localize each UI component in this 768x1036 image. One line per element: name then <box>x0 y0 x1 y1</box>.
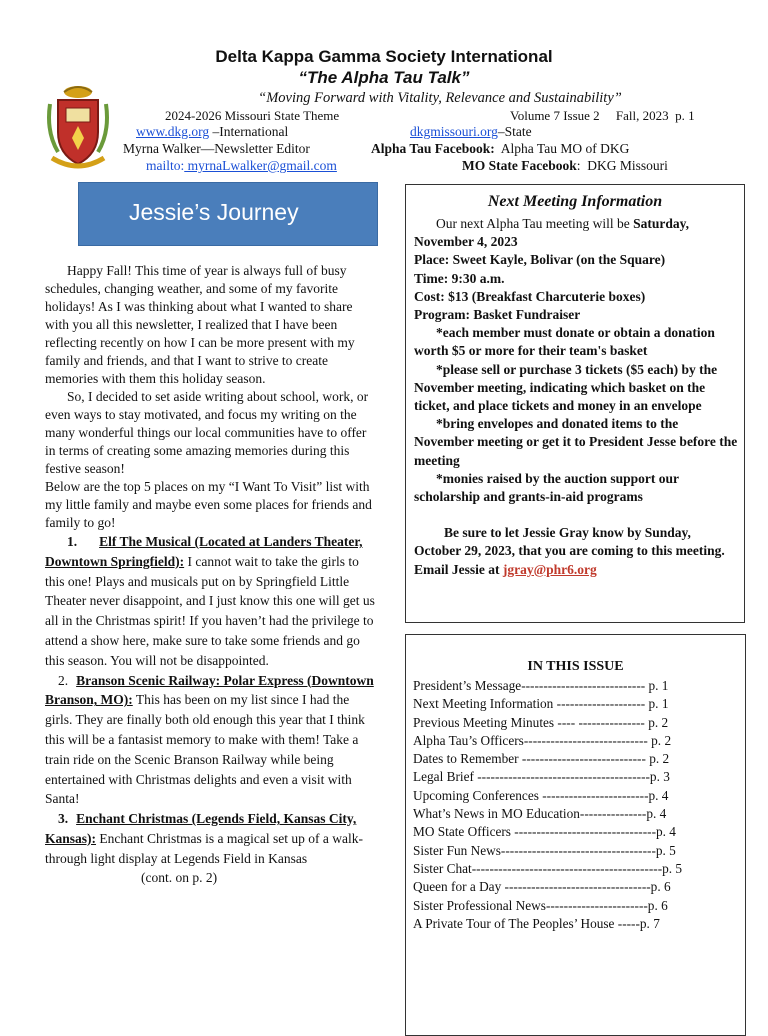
in-this-issue-box <box>405 634 746 1036</box>
article-title: Jessie’s Journey <box>129 199 299 225</box>
article-paragraph: So, I decided to set aside writing about school, work, or even ways to stay motivated, and focus my writing on the many wonderful things our local communities have to offer in terms of creating some amazing memories during this festive season! <box>45 389 369 476</box>
meeting-time: Time: 9:30 a.m. <box>414 270 505 286</box>
table-of-contents <box>413 677 738 933</box>
toc-item[interactable]: A Private Tour of The Peoples’ House -----p. 7 <box>413 915 660 931</box>
list-item <box>45 671 375 810</box>
toc-item[interactable]: MO State Officers --------------------------------p. 4 <box>413 824 676 840</box>
newsletter-title: “The Alpha Tau Talk” <box>298 68 470 87</box>
meeting-note: *each member must donate or obtain a donation worth $5 or more for their team's basket <box>414 325 715 359</box>
article-title-box <box>78 182 378 246</box>
editor-line: Myrna Walker—Newsletter Editor <box>123 141 310 156</box>
list-heading: Enchant Christmas (Legends Field, Kansas City, Kansas): <box>45 811 357 846</box>
meeting-note: *please sell or purchase 3 tickets ($5 each) by the November meeting, indicating which basket on the ticket, and place tickets and money in an envelope <box>414 361 718 414</box>
meeting-place: Place: Sweet Kayle, Bolivar (on the Square) <box>414 252 666 268</box>
continued-note: (cont. on p. 2) <box>141 869 218 885</box>
meeting-details <box>414 215 740 579</box>
toc-item[interactable]: What’s News in MO Education---------------p. 4 <box>413 806 667 822</box>
list-item <box>45 532 375 671</box>
toc-item[interactable]: Previous Meeting Minutes ---- --------------- p. 2 <box>413 714 669 730</box>
fb-value: Alpha Tau MO of DKG <box>494 141 630 156</box>
state-fb-value: : DKG Missouri <box>576 158 668 173</box>
org-title: Delta Kappa Gamma Society International <box>215 47 553 66</box>
meeting-title: Next Meeting Information <box>487 193 663 210</box>
intl-suffix: –International <box>209 124 289 139</box>
mailto-prefix: mailto: <box>146 158 185 173</box>
toc-item[interactable]: Upcoming Conferences ------------------------p. 4 <box>413 787 669 803</box>
fb-row <box>371 141 629 157</box>
list-number: 2. <box>58 672 69 688</box>
toc-item[interactable]: Alpha Tau’s Officers---------------------------- p. 2 <box>413 732 672 748</box>
state-row <box>410 124 532 140</box>
toc-item[interactable]: Sister Chat-------------------------------------------p. 5 <box>413 860 683 876</box>
article-body <box>45 262 375 887</box>
issue-title: IN THIS ISSUE <box>527 659 624 674</box>
state-link[interactable]: dkgmissouri.org <box>410 124 498 139</box>
meeting-cost: Cost: $13 (Breakfast Charcuterie boxes) <box>414 288 646 304</box>
list-number: 3. <box>58 811 69 827</box>
rsvp-email-link[interactable]: jgray@phr6.org <box>502 561 597 577</box>
toc-item[interactable]: Next Meeting Information -------------------- p. 1 <box>413 696 669 712</box>
intl-row <box>136 124 288 140</box>
list-text: I cannot wait to take the girls to this one! Plays and musicals put on by Springfield Little Theater never disappoint, and I just know this one will get us all in the Christmas spirit! If you haven’t had the privilege to attend a show here, make sure to take some friends and go this season. You will not be disappointed. <box>45 553 375 668</box>
article-paragraph: Happy Fall! This time of year is always full of busy schedules, changing weather, and some of my favorite holidays! As I was thinking about what I wanted to share with you all this newsletter, I realized that I have been reflecting recently on how I can be more present with my family and friends, and that I want to strive to create memories with them this holiday season. <box>45 263 355 386</box>
volume-info: Volume 7 Issue 2 Fall, 2023 p. 1 <box>510 108 695 123</box>
list-number: 1. <box>67 534 78 549</box>
toc-item[interactable]: Sister Fun News-----------------------------------p. 5 <box>413 842 676 858</box>
meeting-program: Program: Basket Fundraiser <box>414 307 581 323</box>
list-heading: Branson Scenic Railway: Polar Express (Downtown Branson, MO): <box>45 672 374 708</box>
meeting-note: *monies raised by the auction support our scholarship and grants-in-aid programs <box>414 470 679 505</box>
next-meeting-box <box>405 184 745 623</box>
list-text: Enchant Christmas is a magical set up of a walk-through light display at Legends Field in Kansas <box>45 830 363 866</box>
intl-link[interactable]: www.dkg.org <box>136 124 210 139</box>
toc-item[interactable]: President’s Message---------------------------- p. 1 <box>413 678 669 693</box>
state-suffix: –State <box>497 124 532 139</box>
toc-item[interactable]: Sister Professional News-----------------------p. 6 <box>413 897 668 913</box>
toc-item[interactable]: Legal Brief ---------------------------------------p. 3 <box>413 769 670 785</box>
mailto-row <box>146 158 337 174</box>
fb-label: Alpha Tau Facebook: <box>371 141 495 156</box>
rsvp-text: Be sure to let Jessie Gray know by Sunday, October 29, 2023, that you are coming to this meeting. Email Jessie at <box>414 525 725 577</box>
toc-item[interactable]: Queen for a Day ---------------------------------p. 6 <box>413 879 671 895</box>
rsvp-note <box>414 524 740 579</box>
article-paragraph: Below are the top 5 places on my “I Want To Visit” list with my little family and maybe even some places for friends and family to go! <box>45 479 372 530</box>
toc-item[interactable]: Dates to Remember ---------------------------- p. 2 <box>413 751 670 767</box>
meeting-date: Saturday, November 4, 2023 <box>414 216 690 250</box>
meeting-note: *bring envelopes and donated items to the November meeting or get it to President Jesse before the meeting <box>414 416 738 468</box>
list-heading: Elf The Musical (Located at Landers Theater, Downtown Springfield): <box>45 534 363 569</box>
list-item <box>45 809 375 868</box>
list-text: This has been on my list since I had the girls. They are finally both old enough this year that I think this will be a fantasist memory to make with them! Take a train ride on the Scenic Branson Railway while being entertained with Christmas delights and even a visit with Santa! <box>45 692 365 807</box>
theme-quote: “Moving Forward with Vitality, Relevance and Sustainability” <box>258 90 622 106</box>
theme-label: 2024-2026 Missouri State Theme <box>165 108 340 123</box>
meeting-intro <box>414 215 740 251</box>
state-fb-label: MO State Facebook <box>462 158 577 173</box>
society-crest-icon <box>44 82 112 174</box>
editor-email-link[interactable]: myrnaLwalker@gmail.com <box>184 158 337 173</box>
meeting-intro-text: Our next Alpha Tau meeting will be <box>436 216 634 231</box>
state-fb-row <box>462 158 668 174</box>
